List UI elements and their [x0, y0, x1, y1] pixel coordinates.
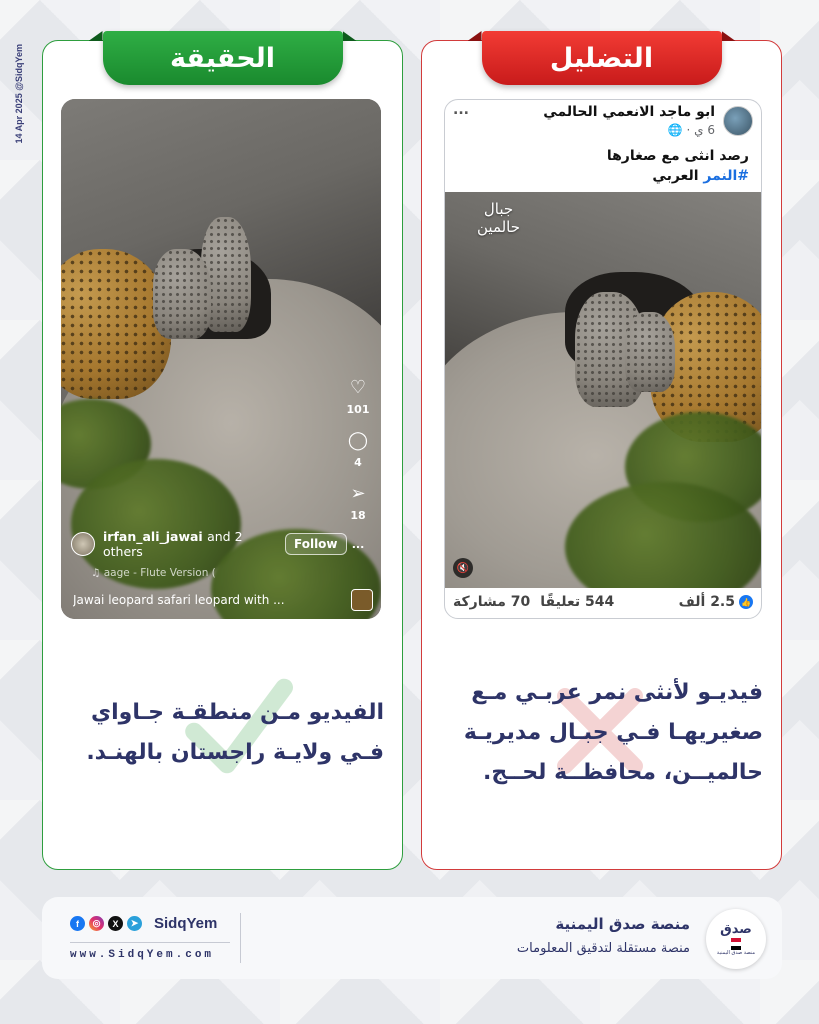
- post-stats: [445, 586, 761, 618]
- post-text-line2: [457, 166, 749, 186]
- website-link[interactable]: www.SidqYem.com: [70, 949, 215, 961]
- heart-icon[interactable]: ♡: [349, 377, 367, 398]
- post-text: [457, 146, 749, 186]
- more-icon[interactable]: ...: [351, 538, 365, 551]
- reaction-count: 2.5 ألف: [678, 594, 735, 610]
- share-count: 18: [350, 509, 366, 522]
- false-panel: [421, 40, 782, 870]
- post-text-rest: العربي: [652, 168, 704, 184]
- send-icon[interactable]: ➢: [350, 483, 366, 504]
- share-count[interactable]: 70 مشاركة: [453, 594, 531, 610]
- post-meta: 6 ي · 🌐: [667, 123, 715, 137]
- false-ribbon: التضليل: [482, 31, 722, 85]
- music-thumbnail[interactable]: [351, 589, 373, 611]
- comment-icon[interactable]: ◯: [347, 430, 369, 451]
- truth-panel: [42, 40, 403, 870]
- username[interactable]: irfan_ali_jawai: [103, 529, 203, 544]
- more-icon[interactable]: ...: [453, 102, 469, 118]
- video-user-row: [71, 529, 371, 559]
- truth-ribbon: الحقيقة: [103, 31, 343, 85]
- divider: [240, 913, 241, 963]
- avatar[interactable]: [71, 532, 95, 556]
- comment-count: 4: [354, 456, 362, 469]
- like-icon: 👍: [739, 595, 753, 609]
- social-handle[interactable]: SidqYem: [154, 915, 218, 932]
- leopard-cub: [153, 249, 211, 339]
- flag-icon: [731, 938, 741, 950]
- video-action-bar: [345, 379, 371, 551]
- mute-icon[interactable]: 🔇: [453, 558, 473, 578]
- post-video[interactable]: [445, 192, 762, 588]
- video-overlay-text: [477, 200, 520, 236]
- overlay-line1: جبال: [483, 200, 514, 218]
- telegram-icon[interactable]: ➤: [127, 916, 142, 931]
- instagram-icon[interactable]: ◎: [89, 916, 104, 931]
- footer-bar: [42, 897, 782, 979]
- post-author[interactable]: ابو ماجد الانعمي الحالمي: [543, 104, 715, 120]
- video-caption[interactable]: Jawai leopard safari leopard with ...: [73, 593, 285, 607]
- follow-button[interactable]: Follow: [285, 533, 347, 555]
- brand-tagline: منصة مستقلة لتدقيق المعلومات: [516, 941, 690, 956]
- false-text: فيديـو لأنثى نمر عربـي مـع صغيريهـا فـي جبـال مديريـة حالميــن، محافظــة لحــج.: [463, 680, 763, 785]
- post-header: [453, 104, 753, 144]
- overlay-line2: حالمين: [477, 218, 521, 236]
- reactions[interactable]: [679, 594, 753, 610]
- post-text-line1: رصد انثى مع صغارها: [606, 148, 749, 164]
- date-stamp: 14 Apr 2025 @SidqYem: [14, 44, 24, 144]
- logo-subtext: منصة صدق اليمنية: [716, 950, 756, 956]
- brand-logo: [706, 909, 766, 969]
- engagement-counts: [453, 594, 614, 610]
- truth-text: الفيديو مـن منطقـة جـاواي فـي ولايـة راجستان بالهنـد.: [86, 700, 384, 765]
- user-text: [103, 529, 273, 559]
- collaborators: and 2 others: [103, 529, 243, 559]
- brand-name: منصة صدق اليمنية: [555, 915, 690, 933]
- hashtag-link[interactable]: #النمر: [703, 168, 749, 184]
- false-post-screenshot: [444, 99, 762, 619]
- social-links: [70, 915, 217, 932]
- leopard-cub: [625, 312, 675, 392]
- music-info[interactable]: ♫ aage - Flute Version (: [91, 567, 216, 579]
- comment-count[interactable]: 544 تعليقًا: [540, 594, 615, 610]
- avatar[interactable]: [723, 106, 753, 136]
- logo-text: صدق: [720, 922, 752, 937]
- like-count: 101: [346, 403, 370, 416]
- facebook-icon[interactable]: f: [70, 916, 85, 931]
- truth-video-screenshot: [61, 99, 381, 619]
- x-icon[interactable]: X: [108, 916, 123, 931]
- divider: [70, 942, 230, 943]
